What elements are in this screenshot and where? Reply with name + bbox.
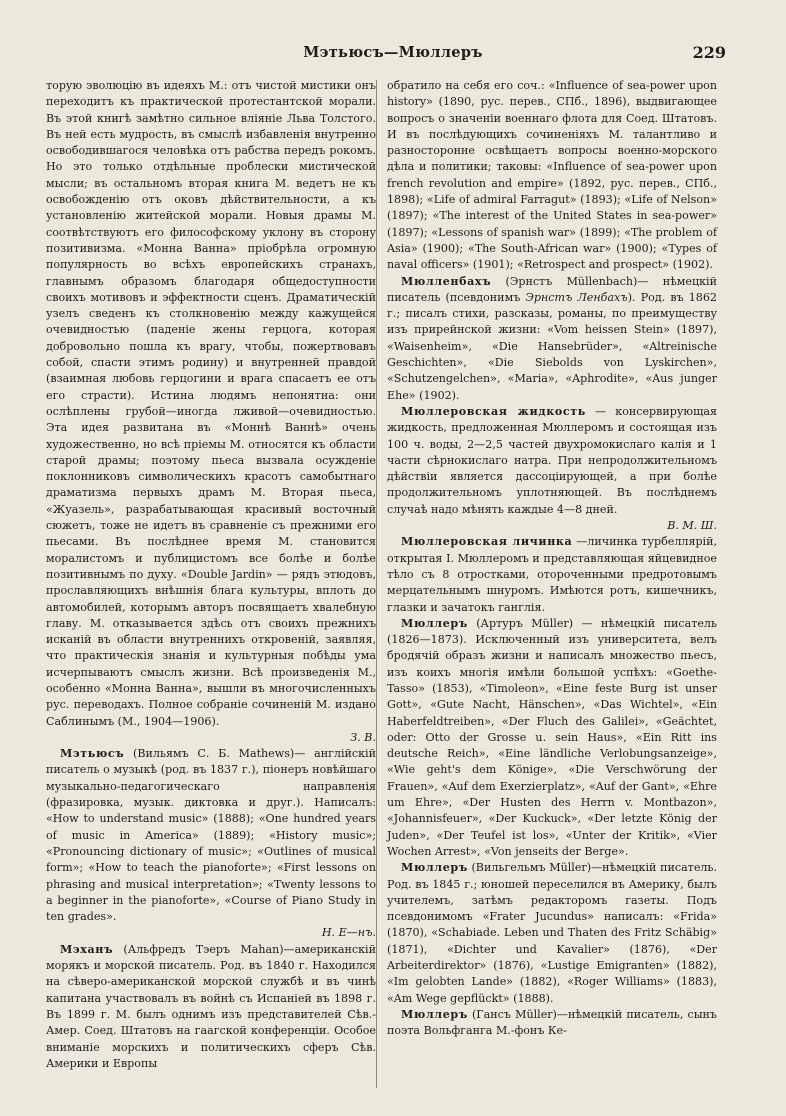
author-signature: В. М. Ш. xyxy=(667,519,717,533)
entry-mueller-wilhelm xyxy=(387,860,717,1007)
entry-headword: Мюллеръ xyxy=(401,861,468,875)
page-number: 229 xyxy=(692,43,726,62)
entry-headword: Мюллеръ xyxy=(401,616,468,630)
entry-continuation xyxy=(46,78,376,746)
entry-text: —личинка турбеллярій, открытая І. Мюллеромъ и представляющая яйцевидное тѣло съ 8 отростками, отороченными предротовымъ мерцательнымъ шнуромъ. Имѣются ротъ, кишечникъ, глазки и зачатокъ ганглія. xyxy=(387,535,718,614)
entry-mueller-arthur xyxy=(387,616,717,860)
entry-headword: Мэханъ xyxy=(60,942,114,956)
entry-text: ). Род. въ 1862 г.; писалъ стихи, разсказы, романы, по преимуществу изъ прирейнской жизни: «Vom heissen Stein» (1897), «Waisenheim», «Die Hansebrüder», «Altreinische Geschichten», «Die Siebolds von Lyskirchen», «Schutzengelchen», «Maria», «Aphrodite», «Aus junger Ehe» (1902). xyxy=(387,290,717,402)
left-column xyxy=(46,78,376,1072)
entry-headword: Мэтьюсъ xyxy=(60,747,125,761)
entry-text: (Эрнстъ Müllenbach)— нѣмецкій писатель (псевдонимъ xyxy=(387,274,717,304)
entry-text: (Вильямъ С. Б. Mathews)— англійскій писатель о музыкѣ (род. въ 1837 г.), піонеръ новѣйшаго музыкально-педагогическаго направленія (фразировка, музык. диктовка и друг.). Написалъ: «How to understand music» (1888); «One hundred years of music in America» (1889); «History music»; «Pronouncing dictionary of music»; «Outlines of musical form»; «How to teach the pianoforte»; «First lessons on phrasing and musical interpretation»; «Twenty lessons to a beginner in the pianoforte», «Course of Piano Study in ten grades». xyxy=(46,747,376,924)
entry-text: обратило на себя его соч.: «Influence of sea-power upon history» (1890, рус. перев., СПб., 1896), выдвигающее вопросъ о значеніи военнаго флота для Соед. Штатовъ. И въ послѣдующихъ сочиненіяхъ М. талантливо и разносторонне освѣщаетъ вопросы военно-морского дѣла и политики; таковы: «Influence of sea-power upon french revolution and empire» (1892, рус. перев., СПб., 1898); «Life of admiral Farragut» (1893); «Life of Nelson» (1897); «The interest of the United States in sea-power» (1897); «Lessons of spanish war» (1899); «The problem of Asia» (1900); «The South-African war» (1900); «Types of naval officers» (1901); «Retrospect and prospect» (1902). xyxy=(387,79,717,272)
page-header xyxy=(0,44,786,66)
entry-mathews xyxy=(46,746,376,942)
column-divider xyxy=(376,80,377,1088)
entry-headword: Мюллеръ xyxy=(401,1007,468,1021)
author-signature: Н. Е—нъ. xyxy=(321,926,376,940)
entry-continuation xyxy=(387,78,717,274)
entry-muellenbach xyxy=(387,274,717,404)
right-column xyxy=(387,78,717,1040)
entry-mueller-fluid xyxy=(387,404,717,534)
entry-text: (Гансъ Müller)—нѣмецкій писатель, сынъ поэта Вольфганга М.-фонъ Ке- xyxy=(387,1007,717,1038)
entry-text: (Вильгельмъ Müller)—нѣмецкій писатель. Род. въ 1845 г.; юношей переселился въ Америку, былъ учителемъ, затѣмъ редакторомъ газеты. Подъ псевдонимомъ «Frater Jucundus» написалъ: «Frida» (1870), «Schabiade. Leben und Thaten des Fritz Schäbig» (1871), «Dichter und Kavalier» (1876), «Der Arbeiterdirektor» (1876), «Lustige Emigranten» (1882), «Im gelobten Lande» (1882), «Roger Williams» (1883), «Am Wege gepflückt» (1888). xyxy=(387,861,717,1005)
entry-mueller-hans xyxy=(387,1007,717,1040)
author-signature: З. В. xyxy=(350,730,376,744)
entry-text: (Артуръ Müller) — нѣмецкій писатель (1826—1873). Исключенный изъ университета, велъ бродячій образъ жизни и написалъ множество пьесъ, изъ коихъ многія имѣли большой успѣхъ: «Goethe-Tasso» (1853), «Timoleon», «Eine feste Burg ist unser Gott», «Gute Nacht, Hänschen», «Das Wichtel», «Ein Haberfeldtreiben», «Der Fluch des Galilei», «Geächtet, oder: Otto der Grosse u. sein Haus», «Ein Ritt ins deutsche Reich», «Eine ländliche Verlobungsanzeige», «Wie geht's dem Könige», «Die Verschwörung der Frauen», «Auf dem Exerzierplatz», «Auf der Gant», «Ehre um Ehre», «Der Husten des Herrn v. Montbazon», «Johannisfeuer», «Der Kuckuck», «Der letzte König der Juden», «Der Teufel ist los», «Unter der Kritik», «Vier Wochen Arrest», «Von jenseits der Berge». xyxy=(387,616,717,858)
entry-headword: Мюллеровская личинка xyxy=(401,535,573,549)
entry-text: торую эволюцію въ идеяхъ М.: отъ чистой мистики онъ переходитъ къ практической протестантской морали. Въ этой книгѣ замѣтно сильное вліяніе Льва Толстого. Въ ней есть мудрость, въ смыслѣ избавленія внутренно освободившагося человѣка отъ рабства передъ рокомъ. Но это только отдѣльные проблески мистической мысли; въ остальномъ вторая книга М. ведетъ не къ освобожденію отъ оковъ дѣйствительности, а къ установленію житейской морали. Новыя драмы М. соотвѣтствуютъ его философскому уклону въ сторону позитивизма. «Монна Ванна» пріобрѣла огромную популярность во всѣхъ европейскихъ странахъ, главнымъ образомъ благодаря общедоступности своихъ мотивовъ и эффектности сценъ. Драматическій узелъ сведенъ къ столкновенію между кажущейся очевидностью (паденіе жены герцога, которая добровольно пошла къ врагу, чтобы, пожертвовавъ собой, спасти этимъ родину) и внутренней правдой (взаимная любовь герцогини и врага спасаетъ ее отъ его страсти). Истина людямъ непонятна: они ослѣплены грубой—иногда лживой—очевидностью. Эта идея развитана въ «Моннѣ Ваннѣ» очень художественно, но всѣ пріемы М. относятся къ области старой драмы; поэтому пьеса вызвала осужденіе поклонниковъ символическихъ красотъ самобытнаго драматизма первыхъ драмъ М. Вторая пьеса, «Жуазель», разрабатывающая красивый восточный сюжетъ, тоже не идетъ въ сравненіе съ прежними его пьесами. Въ послѣднее время М. становится моралистомъ и публицистомъ все болѣе и болѣе позитивнымъ по духу. «Double Jardin» — рядъ этюдовъ, прославляющихъ внѣшнія блага культуры, вплоть до автомобилей, которымъ авторъ посвящаетъ хвалебную главу. М. отказывается здѣсь отъ своихъ прежнихъ исканій въ области внутреннихъ откровеній, заявляя, что практическія знанія и культурныя побѣды ума исчерпываютъ смыслъ жизни. Всѣ произведенія М., особенно «Монна Ванна», вышли въ многочисленныхъ рус. переводахъ. Полное собраніе сочиненій М. издано Саблинымъ (М., 1904—1906). xyxy=(46,79,376,728)
pseudonym: Эрнстъ Ленбахъ xyxy=(525,290,628,304)
entry-headword: Мюлленбахъ xyxy=(401,274,492,288)
entry-mahan xyxy=(46,942,376,1072)
entry-text: (Альфредъ Тэеръ Mahan)—американскій морякъ и морской писатель. Род. въ 1840 г. Находился на сѣверо-американской морской службѣ и въ чинѣ капитана участвовалъ въ войнѣ съ Испаніей въ 1898 г. Въ 1899 г. М. былъ однимъ изъ представителей Сѣв.-Амер. Соед. Штатовъ на гаагской конференціи. Особое вниманіе морскихъ и политическихъ сферъ Сѣв. Америки и Европы xyxy=(46,942,376,1070)
entry-headword: Мюллеровская жидкость xyxy=(401,404,586,418)
entry-mueller-larva xyxy=(387,534,717,615)
entry-text: — консервирующая жидкость, предложенная Мюллеромъ и состоящая изъ 100 ч. воды, 2—2,5 частей двухромокислаго калія и 1 части сѣрнокислаго натра. При непродолжительномъ дѣйствіи является дассоціирующей, а при болѣе продолжительномъ уплотняющей. Въ послѣднемъ случаѣ надо мѣнять каждые 4—8 дней. xyxy=(387,404,717,516)
running-title: Мэтьюсъ—Мюллеръ xyxy=(303,44,483,61)
